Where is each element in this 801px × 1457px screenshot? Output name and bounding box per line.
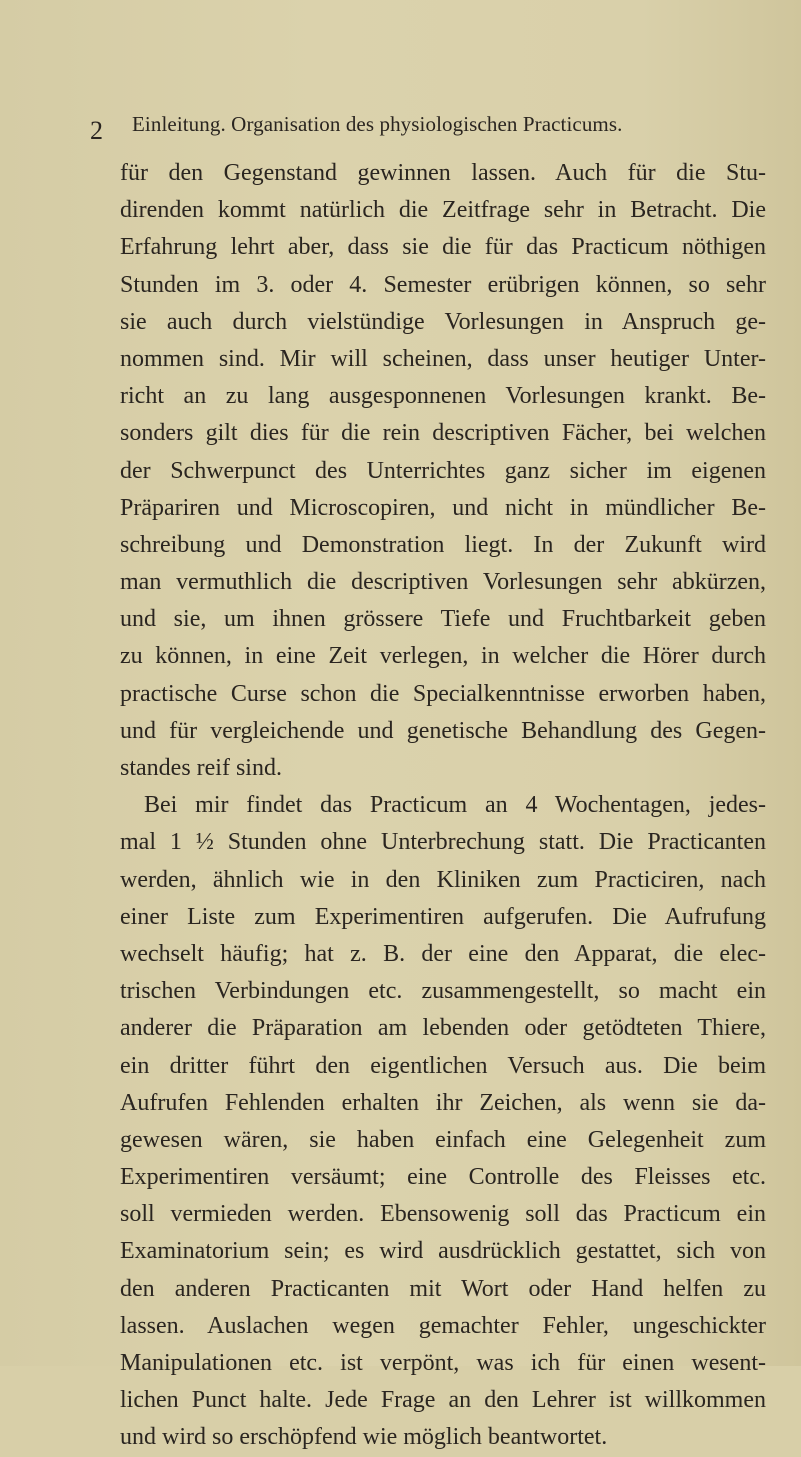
paragraph-2 [120,787,766,1456]
paragraph-1 [120,155,766,787]
text-line: soll vermieden werden. Ebensowenig soll das Practicum ein [120,1201,766,1228]
text-line: standes reif sind. [120,755,282,781]
text-line: zu können, in eine Zeit verlegen, in welcher die Hörer durch [120,643,766,670]
text-line: nommen sind. Mir will scheinen, dass unser heutiger Unter- [120,345,766,372]
text-line: und wird so erschöpfend wie möglich beantwortet. [120,1424,608,1451]
text-line: und sie, um ihnen grössere Tiefe und Fruchtbarkeit geben [120,606,766,633]
text-line: wechselt häufig; hat z. B. der eine den Apparat, die elec- [120,940,766,967]
body-text [120,155,766,1457]
text-line: den anderen Practicanten mit Wort oder Hand helfen zu [120,1275,766,1302]
page-number: 2 [90,116,103,145]
text-line: ein dritter führt den eigentlichen Versuch aus. Die beim [120,1052,766,1079]
page-header [90,110,710,145]
text-line: gewesen wären, sie haben einfach eine Gelegenheit zum [120,1126,766,1153]
text-line: Erfahrung lehrt aber, dass sie die für das Practicum nöthigen [120,234,766,261]
text-line: lichen Punct halte. Jede Frage an den Lehrer ist willkommen [120,1387,766,1414]
text-line: man vermuthlich die descriptiven Vorlesungen sehr abkürzen, [120,569,766,596]
text-line: einer Liste zum Experimentiren aufgerufen. Die Aufrufung [120,903,766,930]
text-line: direnden kommt natürlich die Zeitfrage sehr in Betracht. Die [120,197,766,224]
text-line: Präpariren und Microscopiren, und nicht in mündlicher Be- [120,494,766,521]
text-line: und für vergleichende und genetische Behandlung des Gegen- [120,717,766,744]
text-line: anderer die Präparation am lebenden oder getödteten Thiere, [120,1015,766,1042]
text-line: Bei mir findet das Practicum an 4 Wochentagen, jedes- [144,792,766,819]
text-line: Stunden im 3. oder 4. Semester erübrigen können, so sehr [120,271,766,298]
text-line: trischen Verbindungen etc. zusammengestellt, so macht ein [120,978,766,1005]
text-line: mal 1 ½ Stunden ohne Unterbrechung statt. Die Practicanten [120,829,766,856]
text-line: lassen. Auslachen wegen gemachter Fehler, ungeschickter [120,1312,766,1339]
text-line: schreibung und Demonstration liegt. In der Zukunft wird [120,531,766,558]
text-line: der Schwerpunct des Unterrichtes ganz sicher im eigenen [120,457,766,484]
text-line: Manipulationen etc. ist verpönt, was ich für einen wesent- [120,1350,766,1376]
text-line: practische Curse schon die Specialkenntnisse erworben haben, [120,680,766,707]
running-head: Einleitung. Organisation des physiologischen Practicums. [132,112,623,136]
text-line: sie auch durch vielstündige Vorlesungen in Anspruch ge- [120,308,766,335]
text-line: Aufrufen Fehlenden erhalten ihr Zeichen, als wenn sie da- [120,1089,766,1116]
text-line: für den Gegenstand gewinnen lassen. Auch für die Stu- [120,160,766,186]
text-line: werden, ähnlich wie in den Kliniken zum Practiciren, nach [120,866,766,893]
text-line: Examinatorium sein; es wird ausdrücklich gestattet, sich von [120,1238,766,1265]
text-line: Experimentiren versäumt; eine Controlle des Fleisses etc. [120,1164,766,1191]
text-line: sonders gilt dies für die rein descriptiven Fächer, bei welchen [120,420,766,447]
text-line: richt an zu lang ausgesponnenen Vorlesungen krankt. Be- [120,383,766,410]
